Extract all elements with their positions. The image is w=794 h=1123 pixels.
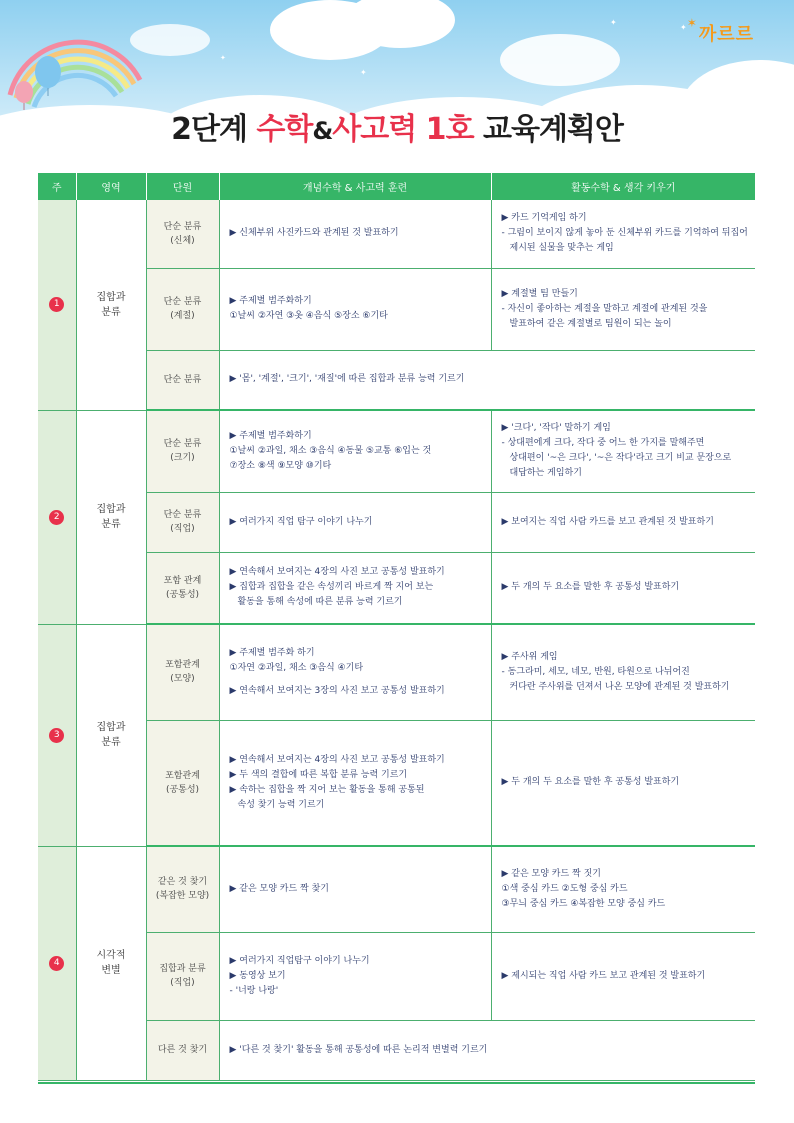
week-cell: [38, 410, 76, 624]
activity-cell: ▶ 같은 모양 카드 짝 짓기 ①색 중심 카드 ②도형 중심 카드 ③무늬 중심 카드 ④복잡한 모양 중심 카드: [491, 846, 755, 932]
concept-cell: ▶ 주제별 범주화하기 ①날씨 ②과일, 채소 ③음식 ④동물 ⑤교통 ⑥입는 것 ⑦장소 ⑧색 ⑨모양 ⑩기타: [219, 410, 491, 492]
unit-cell: 단순 분류 (크기): [146, 410, 219, 492]
unit-cell: 집합과 분류 (직업): [146, 932, 219, 1020]
area-cell: 집합과 분류: [76, 200, 146, 410]
concept-cell: ▶ 주제별 범주화 하기 ①자연 ②과일, 채소 ③음식 ④기타 ▶ 연속해서 보여지는 3장의 사진 보고 공통성 발표하기: [219, 624, 491, 720]
concept-cell: ▶ 같은 모양 카드 짝 찾기: [219, 846, 491, 932]
education-plan-table: [38, 173, 755, 1081]
table-row: [38, 492, 755, 552]
unit-cell: 같은 것 찾기 (복잡한 모양): [146, 846, 219, 932]
unit-cell: 단순 분류 (직업): [146, 492, 219, 552]
activity-cell: ▶ 계절별 팀 만들기 - 자신이 좋아하는 계절을 말하고 계절에 관계된 것을 발표하여 같은 계절별로 팀원이 되는 놀이: [491, 268, 755, 350]
table-row: [38, 410, 755, 492]
week-cell: [38, 200, 76, 410]
page-title: 2단계 수학&사고력 1호 교육계획안: [171, 112, 623, 147]
unit-cell: 단순 분류 (신체): [146, 200, 219, 268]
unit-cell: 포함관계 (공통성): [146, 720, 219, 846]
activity-cell: ▶ 카드 기억게임 하기 - 그림이 보이지 않게 놓아 둔 신체부위 카드를 기억하여 뒤집어 제시된 실물을 맞추는 게임: [491, 200, 755, 268]
table-row: [38, 268, 755, 350]
header-unit: 단원: [146, 173, 219, 200]
week-cell: [38, 846, 76, 1080]
concept-cell: ▶ 주제별 범주화하기 ①날씨 ②자연 ③옷 ④음식 ⑤장소 ⑥기타: [219, 268, 491, 350]
week-number-badge: 2: [49, 510, 64, 525]
table-row: [38, 1020, 755, 1080]
area-cell: 집합과 분류: [76, 410, 146, 624]
week-number-badge: 4: [49, 956, 64, 971]
area-cell: 집합과 분류: [76, 624, 146, 846]
concept-cell: ▶ 연속해서 보여지는 4장의 사진 보고 공통성 발표하기 ▶ 두 색의 결합에 따른 복합 분류 능력 기르기 ▶ 속하는 집합을 짝 지어 보는 활동을 통해 공통된 속성 찾기 능력 기르기: [219, 720, 491, 846]
activity-cell: ▶ 주사위 게임 - 동그라미, 세모, 네모, 반원, 타원으로 나뉘어진 커다란 주사위를 던져서 나온 모양에 관계된 것 발표하기: [491, 624, 755, 720]
header-concept: 개념수학 & 사고력 훈련: [219, 173, 491, 200]
summary-cell: ▶ '몸', '계절', '크기', '재질'에 따른 집합과 분류 능력 기르기: [219, 350, 755, 410]
concept-cell: ▶ 연속해서 보여지는 4장의 사진 보고 공통성 발표하기 ▶ 집합과 집합을 같은 속성끼리 바르게 짝 지어 보는 활동을 통해 속성에 따른 분류 능력 기르기: [219, 552, 491, 624]
brand-logo: ✶ 까르르: [686, 16, 754, 45]
unit-cell: 단순 분류: [146, 350, 219, 410]
header-area: 영역: [76, 173, 146, 200]
week-cell: [38, 624, 76, 846]
unit-cell: 포함관계 (모양): [146, 624, 219, 720]
table-row: [38, 846, 755, 932]
activity-cell: ▶ 제시되는 직업 사람 카드 보고 관계된 것 발표하기: [491, 932, 755, 1020]
table-row: [38, 932, 755, 1020]
table-header-row: [38, 173, 755, 200]
concept-cell: ▶ 여러가지 직업 탐구 이야기 나누기: [219, 492, 491, 552]
sparkle-icon: ✶: [686, 16, 698, 30]
table-row: [38, 720, 755, 846]
table-row: [38, 624, 755, 720]
activity-cell: ▶ 보여지는 직업 사람 카드를 보고 관계된 것 발표하기: [491, 492, 755, 552]
svg-text:✦: ✦: [680, 23, 687, 32]
activity-cell: ▶ 두 개의 두 요소를 말한 후 공통성 발표하기: [491, 720, 755, 846]
unit-cell: 포함 관계 (공통성): [146, 552, 219, 624]
table-row: [38, 350, 755, 410]
header-activity: 활동수학 & 생각 키우기: [491, 173, 755, 200]
concept-cell: ▶ 신체부위 사진카드와 관계된 것 발표하기: [219, 200, 491, 268]
table-row: [38, 552, 755, 624]
week-number-badge: 1: [49, 297, 64, 312]
summary-cell: ▶ '다른 것 찾기' 활동을 통해 공통성에 따른 논리적 변별력 기르기: [219, 1020, 755, 1080]
svg-text:✦: ✦: [220, 54, 226, 62]
unit-cell: 단순 분류 (계절): [146, 268, 219, 350]
unit-cell: 다른 것 찾기: [146, 1020, 219, 1080]
header-week: 주: [38, 173, 76, 200]
activity-cell: ▶ 두 개의 두 요소를 말한 후 공통성 발표하기: [491, 552, 755, 624]
table-row: [38, 200, 755, 268]
svg-text:✦: ✦: [360, 68, 367, 77]
concept-cell: ▶ 여러가지 직업탐구 이야기 나누기 ▶ 동영상 보기 - '너랑 나랑': [219, 932, 491, 1020]
week-number-badge: 3: [49, 728, 64, 743]
svg-text:✦: ✦: [610, 18, 617, 27]
table-bottom-rule: [38, 1082, 755, 1084]
area-cell: 시각적 변별: [76, 846, 146, 1080]
activity-cell: ▶ '크다', '작다' 말하기 게임 - 상대편에게 크다, 작다 중 어느 한 가지를 말해주면 상대편이 '~은 크다', '~은 작다'라고 크기 비교 문장으로 대답하는 게임하기: [491, 410, 755, 492]
